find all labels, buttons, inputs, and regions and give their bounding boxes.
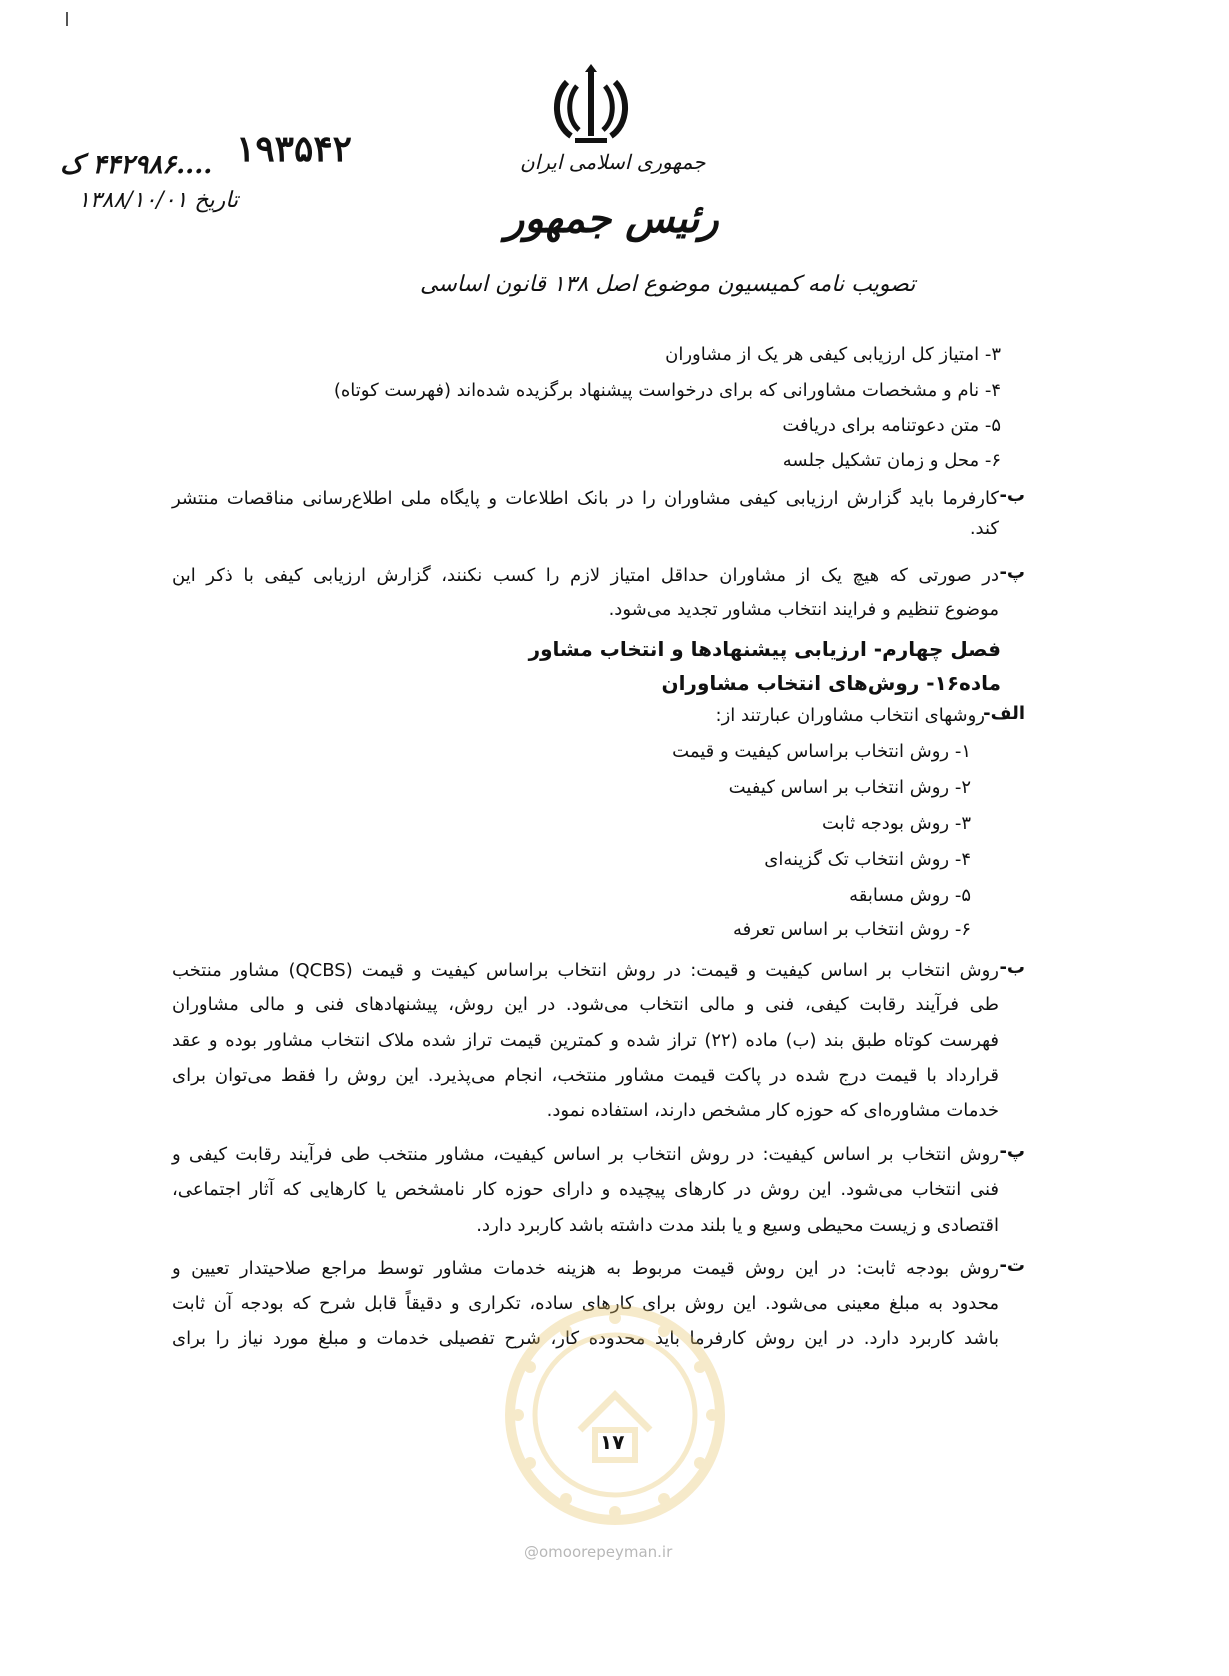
watermark-text: @omoorepeyman.ir: [524, 1543, 673, 1561]
fbs-line-1: روش بودجه ثابت: در این روش قیمت مربوط به هزینه خدمات مشاور توسط مراجع صلاحیتدار تعیین و: [172, 1258, 999, 1279]
approval-title: تصویب نامه کمیسیون موضوع اصل ۱۳۸ قانون اساسی: [420, 272, 916, 297]
clause-p-text-cont: موضوع تنظیم و فرایند انتخاب مشاور تجدید می‌شود.: [608, 599, 999, 620]
method-item-4: ۴- روش انتخاب تک گزینه‌ای: [764, 849, 971, 870]
method-item-5: ۵- روش مسابقه: [849, 885, 971, 906]
clause-b2-tag: ب-: [999, 957, 1025, 978]
qbs-line-3: اقتصادی و زیست محیطی وسیع و یا بلند مدت داشته باشد کاربرد دارد.: [476, 1215, 999, 1236]
document-date: تاریخ ۱۳۸۸/۱۰/۰۱: [78, 188, 239, 213]
clause-alef-tag: الف-: [983, 703, 1025, 724]
reference-number: ....۴۴۲۹۸۶ ک: [60, 150, 213, 180]
list-item-4: ۴- نام و مشخصات مشاورانی که برای درخواست پیشنهاد برگزیده شده‌اند (فهرست کوتاه): [333, 380, 1001, 401]
list-item-3: ۳- امتیاز کل ارزیابی کیفی هر یک از مشاوران: [665, 344, 1001, 365]
qcbs-line-5: خدمات مشاوره‌ای که حوزه کار مشخص دارند، استفاده نمود.: [546, 1100, 999, 1121]
qcbs-line-3: فهرست کوتاه طبق بند (ب) ماده (۲۲) تراز شده و کمترین قیمت تراز شده ملاک انتخاب مشاور بوده و عقد: [172, 1030, 999, 1051]
seal-watermark-icon: [500, 1300, 730, 1530]
clause-t-tag: ت-: [999, 1255, 1025, 1276]
method-item-1: ۱- روش انتخاب براساس کیفیت و قیمت: [672, 741, 971, 762]
qcbs-line-2: طی فرآیند رقابت کیفی، فنی و مالی انتخاب می‌شود. در این روش، پیشنهادهای فنی و مالی مشاوران: [172, 994, 999, 1015]
method-item-3: ۳- روش بودجه ثابت: [822, 813, 971, 834]
clause-b-text: کارفرما باید گزارش ارزیابی کیفی مشاوران را در بانک اطلاعات و پایگاه ملی اطلاع‌رسانی مناقصات منتشر: [172, 488, 999, 509]
qcbs-line-4: قرارداد با قیمت درج شده در پاکت قیمت مشاور منتخب، انجام می‌پذیرد. این روش را فقط می‌توان برای: [172, 1065, 999, 1086]
clause-p-tag: پ-: [999, 562, 1025, 583]
list-item-5: ۵- متن دعوتنامه برای دریافت: [782, 415, 1001, 436]
qbs-line-2: فنی انتخاب می‌شود. این روش در کارهای پیچیده و دارای حوزه کار نامشخص یا کارهایی که آثار اجتماعی،: [172, 1179, 999, 1200]
iran-emblem-icon: [545, 62, 637, 154]
clause-b-text-cont: کند.: [969, 518, 999, 539]
qbs-line-1: روش انتخاب بر اساس کیفیت: در روش انتخاب بر اساس کیفیت، مشاور منتخب طی فرآیند رقابت کیفی و: [172, 1144, 999, 1165]
fbs-line-2: محدود به مبلغ معینی می‌شود. این روش برای کارهای ساده، تکراری و دقیقاً قابل شرح که بودجه آن ثابت: [172, 1293, 999, 1314]
fbs-line-3: باشد کاربرد دارد. در این روش کارفرما باید محدوده کار، شرح تفصیلی خدمات و مبلغ مورد نیاز را برای: [172, 1328, 999, 1349]
clause-p-text: در صورتی که هیچ یک از مشاوران حداقل امتیاز لازم را کسب نکنند، گزارش ارزیابی کیفی با ذکر این: [172, 565, 999, 586]
qcbs-line-1: روش انتخاب بر اساس کیفیت و قیمت: در روش انتخاب براساس کیفیت و قیمت (QCBS) مشاور منتخب: [172, 960, 999, 981]
method-item-2: ۲- روش انتخاب بر اساس کیفیت: [728, 777, 971, 798]
republic-label: جمهوری اسلامی ایران: [520, 150, 706, 174]
scan-mark: [66, 12, 68, 26]
clause-alef-text: روشهای انتخاب مشاوران عبارتند از:: [715, 705, 985, 726]
method-item-6: ۶- روش انتخاب بر اساس تعرفه: [733, 919, 971, 940]
clause-p2-tag: پ-: [999, 1141, 1025, 1162]
list-item-6: ۶- محل و زمان تشکیل جلسه: [782, 450, 1001, 471]
clause-b-tag: ب-: [999, 485, 1025, 506]
registration-number: ۱۹۳۵۴۲: [236, 128, 353, 170]
chapter-heading: فصل چهارم- ارزیابی پیشنهادها و انتخاب مشاور: [528, 637, 1001, 661]
article-heading: ماده۱۶- روش‌های انتخاب مشاوران: [661, 671, 1001, 695]
page-number: ۱۷: [600, 1430, 625, 1454]
president-title: رئیس جمهور: [505, 195, 719, 242]
